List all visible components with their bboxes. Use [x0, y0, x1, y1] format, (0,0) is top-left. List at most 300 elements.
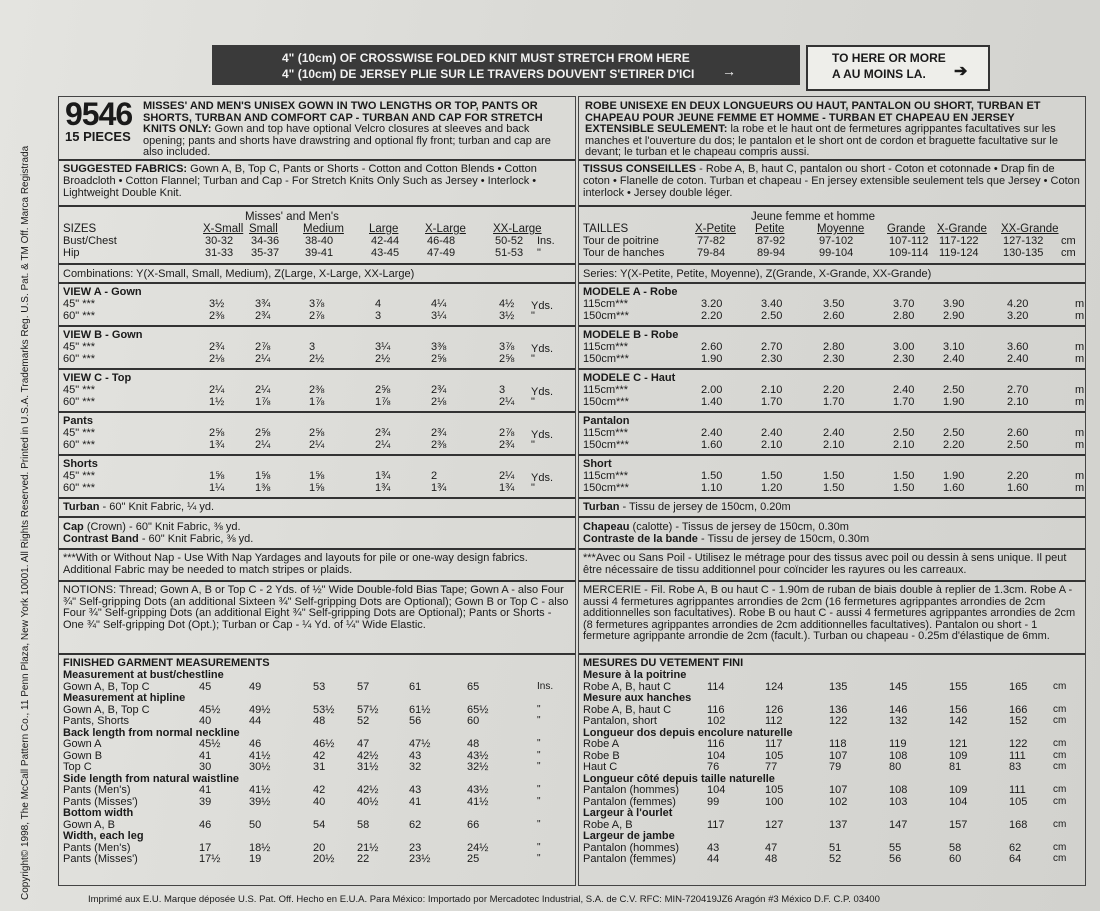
- fgm-value: 61½: [409, 703, 431, 716]
- bust-value: 34-36: [251, 235, 280, 247]
- fgm-subhead: Largeur à l'ourlet: [583, 807, 673, 819]
- yardage-value: 3.20: [701, 298, 723, 310]
- fgm-unit: ": [537, 853, 541, 864]
- divider: [579, 454, 1085, 456]
- yardage-value: 2¼: [255, 439, 271, 451]
- yardage-value: 2.40: [761, 427, 783, 439]
- yardage-value: 1.40: [701, 396, 723, 408]
- yardage-value: 2⅜: [431, 439, 447, 451]
- fgm-value: 56: [889, 853, 902, 865]
- hip-value: 47-49: [427, 247, 456, 259]
- yardage-value: 2.40: [893, 384, 915, 396]
- stretch-line-fr: 4" (10cm) DE JERSEY PLIE SUR LE TRAVERS DOUVENT S'ETIRER D'ICI: [282, 67, 695, 81]
- fgm-row-label: Robe A, B, haut C: [583, 680, 672, 693]
- fgm-value: 56: [409, 715, 422, 727]
- fgm-value: 61: [409, 680, 422, 693]
- size-group-header: Jeune femme et homme: [751, 211, 876, 223]
- hip-value: 35-37: [251, 247, 280, 259]
- fgm-value: 43: [409, 784, 422, 796]
- fgm-value: 111: [1009, 749, 1026, 762]
- turban-text: - Tissu de jersey de 150cm, 0.20m: [619, 501, 791, 513]
- yardage-value: 2.70: [761, 341, 783, 353]
- fgm-value: 118: [829, 738, 847, 750]
- bust-value: 50-52: [495, 235, 524, 247]
- fgm-value: 39½: [249, 795, 271, 808]
- fgm-row-label: Pants, Shorts: [63, 715, 130, 727]
- divider: [579, 263, 1085, 265]
- cap-label: Contraste de la bande: [583, 533, 698, 545]
- fgm-value: 119: [889, 738, 907, 750]
- fgm-value: 108: [889, 749, 908, 762]
- divider: [579, 548, 1085, 550]
- divider: [579, 368, 1085, 370]
- fgm-value: 30: [199, 761, 212, 773]
- fgm-value: 44: [707, 853, 720, 865]
- size-name: X-Small: [203, 223, 244, 235]
- cap-text: - Tissu de jersey de 150cm, 0.30m: [697, 533, 870, 545]
- fgm-subhead: Largeur de jambe: [583, 830, 675, 842]
- fgm-value: 48: [313, 715, 326, 727]
- yardage-value: 2¾: [431, 384, 447, 396]
- fabric-width-label: 115cm***: [583, 298, 629, 310]
- yardage-value: 3¼: [431, 310, 447, 322]
- fgm-value: 145: [889, 680, 908, 693]
- fgm-value: 83: [1009, 761, 1022, 773]
- yardage-value: 2.20: [823, 384, 845, 396]
- fgm-value: 22: [357, 853, 370, 865]
- yardage-value: 2.60: [823, 310, 845, 322]
- yardage-unit: m: [1075, 353, 1085, 365]
- fgm-subhead: Longueur dos depuis encolure naturelle: [583, 726, 793, 739]
- yardage-value: 2.30: [893, 353, 915, 365]
- fgm-value: 105: [765, 749, 784, 762]
- fgm-value: 168: [1009, 818, 1028, 831]
- fgm-value: 52: [829, 853, 842, 865]
- fgm-value: 31½: [357, 761, 379, 773]
- fgm-value: 99: [707, 795, 720, 808]
- yardage-value: 2⅝: [209, 427, 225, 439]
- yardage-value: 1⅝: [209, 470, 225, 482]
- yardage-value: 2⅞: [499, 427, 515, 439]
- yardage-value: 1.70: [893, 396, 915, 408]
- size-name: Small: [249, 223, 278, 235]
- yardage-value: 2.10: [893, 439, 915, 451]
- hip-value: 31-33: [205, 247, 234, 259]
- fgm-row-label: Robe A, B, haut C: [583, 703, 672, 716]
- fgm-value: 114: [707, 680, 725, 693]
- pattern-number-block: [65, 96, 137, 144]
- yardage-value: 2.40: [1007, 353, 1029, 365]
- fgm-value: 48: [467, 738, 480, 750]
- fgm-value: 76: [707, 761, 720, 773]
- fabric-width-label: 45" ***: [63, 427, 96, 439]
- fgm-unit: cm: [1053, 715, 1067, 726]
- yardage-unit: m: [1075, 482, 1085, 494]
- fabrics-text-fr: - Robe A, B, haut C, pantalon ou short - Coton et cotonnade • Drap fin de coton • Flanelle de coton. Turban et chapeau - En jersey extensible seulement tels que Jersey • Coton interlock • Jersey double léger.: [583, 163, 1080, 199]
- fgm-value: 19: [249, 853, 262, 865]
- yardage-value: 2⅛: [209, 353, 225, 365]
- fgm-value: 122: [829, 715, 848, 727]
- fgm-value: 49½: [249, 703, 271, 716]
- yardage-value: 1¾: [375, 482, 391, 494]
- yardage-value: 1¼: [209, 482, 225, 494]
- fgm-value: 25: [467, 853, 480, 865]
- fabric-width-label: 150cm***: [583, 396, 629, 408]
- size-name: Medium: [303, 223, 344, 235]
- hip-value: 99-104: [819, 247, 854, 259]
- divider: [579, 653, 1085, 655]
- fgm-value: 53½: [313, 703, 335, 716]
- fabric-width-label: 60" ***: [63, 482, 96, 494]
- pattern-number: 9546: [65, 96, 133, 132]
- yardage-value: 1⅞: [309, 396, 325, 408]
- arrow-right-bold-icon: ➔: [954, 63, 968, 80]
- fgm-value: 43: [409, 749, 422, 762]
- fabric-width-label: 115cm***: [583, 427, 629, 439]
- fgm-unit: cm: [1053, 841, 1067, 853]
- bust-value: 77-82: [697, 235, 726, 247]
- yardage-value: 2.20: [701, 310, 723, 322]
- fabric-width-label: 60" ***: [63, 310, 96, 322]
- fgm-row-label: Pants (Men's): [63, 784, 131, 796]
- yardage-unit: Yds.: [531, 429, 554, 441]
- fabric-width-label: 45" ***: [63, 470, 96, 482]
- fgm-value: 57: [357, 680, 370, 693]
- size-group-header: Misses' and Men's: [245, 211, 339, 223]
- fgm-value: 57½: [357, 703, 379, 716]
- fgm-value: 107: [829, 749, 848, 762]
- view-title: VIEW B - Gown: [63, 329, 143, 341]
- fgm-row-label: Gown B: [63, 749, 103, 762]
- yardage-value: 1⅜: [255, 482, 271, 494]
- fgm-value: 52: [357, 715, 370, 727]
- hip-value: 43-45: [371, 247, 400, 259]
- fgm-row-label: Pantalon (hommes): [583, 784, 679, 796]
- fabric-width-label: 115cm***: [583, 341, 629, 353]
- yardage-value: 2.40: [943, 353, 965, 365]
- description-title-fr: ROBE UNISEXE EN DEUX LONGUEURS OU HAUT, PANTALON OU SHORT, TURBAN ET CHAPEAU POUR JEUNE FEMME ET HOMME - TURBAN ET CHAPEAU EN JERSEY EXTENSIBLE SEULEMENT:: [585, 100, 1041, 135]
- cap-text: (Crown) - 60" Knit Fabric, ⅜ yd.: [83, 521, 241, 533]
- yardage-value: 2⅝: [499, 353, 515, 365]
- yardage-value: 3: [499, 384, 506, 396]
- yardage-value: 2⅞: [255, 341, 271, 353]
- yardage-unit: ": [531, 310, 535, 322]
- fabric-width-label: 150cm***: [583, 353, 629, 365]
- fgm-value: 43½: [467, 784, 489, 796]
- turban-line: [63, 501, 214, 513]
- yardage-value: 1.50: [761, 470, 783, 482]
- fgm-value: 49: [249, 680, 262, 693]
- yardage-value: 3¾: [255, 298, 271, 310]
- yardage-value: 1.50: [893, 482, 915, 494]
- divider: [59, 454, 575, 456]
- fgm-value: 65: [467, 680, 480, 693]
- yardage-value: 3⅞: [309, 298, 325, 310]
- yardage-value: 1.50: [823, 470, 845, 482]
- divider: [59, 653, 575, 655]
- yardage-value: 2¼: [255, 353, 271, 365]
- bust-value: 46-48: [427, 235, 456, 247]
- yardage-value: 2.10: [823, 439, 845, 451]
- divider: [59, 263, 575, 265]
- yardage-value: 2¾: [375, 427, 391, 439]
- fgm-value: 116: [707, 703, 725, 716]
- fgm-value: 126: [765, 703, 784, 716]
- yardage-value: 1¾: [209, 439, 225, 451]
- yardage-value: 2⅜: [309, 384, 325, 396]
- fabric-width-label: 150cm***: [583, 482, 629, 494]
- yardage-unit: ": [531, 396, 535, 408]
- yardage-value: 3⅞: [499, 341, 515, 353]
- fgm-value: 111: [1009, 784, 1026, 796]
- fgm-value: 41½: [249, 749, 271, 762]
- fgm-value: 100: [765, 795, 784, 808]
- yardage-unit: Yds.: [531, 300, 554, 312]
- yardage-value: 3.00: [893, 341, 915, 353]
- fgm-subhead: Width, each leg: [63, 830, 144, 842]
- turban-label: Turban: [63, 501, 100, 513]
- fgm-value: 31: [313, 761, 326, 773]
- turban-line: [583, 501, 791, 513]
- fgm-row-label: Top C: [63, 761, 92, 773]
- yardage-unit: Yds.: [531, 472, 554, 484]
- piece-count: 15 PIECES: [65, 129, 131, 144]
- bust-unit: Ins.: [537, 235, 555, 247]
- divider: [59, 548, 575, 550]
- fgm-value: 21½: [357, 841, 379, 854]
- fgm-subhead: Mesure à la poitrine: [583, 669, 687, 681]
- cap-label: Contrast Band: [63, 533, 139, 545]
- yardage-unit: ": [531, 353, 535, 365]
- fgm-value: 47: [357, 738, 370, 750]
- fgm-unit: cm: [1053, 703, 1067, 715]
- fgm-value: 50: [249, 818, 262, 831]
- view-title: Pantalon: [583, 415, 630, 427]
- fgm-value: 47½: [409, 738, 431, 750]
- fgm-value: 41½: [467, 795, 489, 808]
- stretch-gauge-end: [806, 45, 990, 91]
- fgm-value: 105: [1009, 795, 1028, 808]
- hip-value: 109-114: [889, 247, 929, 259]
- yardage-value: 2.50: [943, 427, 965, 439]
- yardage-value: 1.70: [823, 396, 845, 408]
- yardage-value: 1.60: [1007, 482, 1029, 494]
- bust-value: 97-102: [819, 235, 854, 247]
- hip-value: 39-41: [305, 247, 334, 259]
- fabrics-label-fr: TISSUS CONSEILLES: [583, 163, 697, 175]
- fgm-value: 147: [889, 818, 908, 831]
- size-name: XX-Grande: [1001, 223, 1059, 235]
- hip-value: 79-84: [697, 247, 726, 259]
- fgm-row-label: Pantalon (femmes): [583, 795, 676, 808]
- sizes-label: TAILLES: [583, 223, 629, 235]
- yardage-unit: ": [531, 482, 535, 494]
- fgm-value: 58: [357, 818, 370, 831]
- fgm-value: 165: [1009, 680, 1028, 693]
- yardage-value: 3: [309, 341, 316, 353]
- yardage-value: 3½: [499, 310, 515, 322]
- fgm-subhead: Measurement at hipline: [63, 692, 186, 704]
- cap-line: [63, 521, 241, 533]
- fgm-value: 152: [1009, 715, 1028, 727]
- fgm-value: 65½: [467, 703, 489, 716]
- fgm-value: 104: [949, 795, 968, 808]
- copyright-side-text: [20, 40, 50, 900]
- yardage-value: 1⅝: [309, 470, 325, 482]
- fgm-unit: ": [537, 749, 541, 761]
- yardage-unit: m: [1075, 341, 1085, 353]
- fgm-value: 60: [949, 853, 962, 865]
- fgm-value: 166: [1009, 703, 1028, 716]
- yardage-value: 3½: [209, 298, 225, 310]
- yardage-value: 2⅞: [309, 310, 325, 322]
- fgm-unit: cm: [1053, 784, 1067, 795]
- yardage-value: 2.30: [823, 353, 845, 365]
- fgm-value: 46½: [313, 738, 335, 750]
- fgm-unit: cm: [1053, 795, 1067, 807]
- yardage-value: 2.00: [701, 384, 723, 396]
- fabric-width-label: 45" ***: [63, 298, 96, 310]
- yardage-value: 2.10: [1007, 396, 1029, 408]
- yardage-value: 1.50: [701, 470, 723, 482]
- cap-label: Cap: [63, 521, 84, 533]
- fgm-value: 117: [707, 818, 725, 831]
- fgm-value: 127: [765, 818, 784, 831]
- fgm-value: 32: [409, 761, 422, 773]
- view-title: Pants: [63, 415, 93, 427]
- divider: [579, 411, 1085, 413]
- fgm-value: 41: [409, 795, 422, 808]
- fabrics-en: [63, 163, 571, 199]
- fgm-row-label: Robe A: [583, 738, 620, 750]
- yardage-value: 1.50: [893, 470, 915, 482]
- fgm-row-label: Robe A, B: [583, 818, 633, 831]
- yardage-value: 2¾: [255, 310, 271, 322]
- bust-label: Tour de poitrine: [583, 235, 659, 247]
- fgm-value: 44: [249, 715, 262, 727]
- yardage-value: 2¼: [499, 396, 515, 408]
- view-title: Shorts: [63, 458, 98, 470]
- stretch-line-en: 4" (10cm) OF CROSSWISE FOLDED KNIT MUST STRETCH FROM HERE: [282, 51, 690, 65]
- fgm-value: 77: [765, 761, 778, 773]
- yardage-value: 2¼: [209, 384, 225, 396]
- combinations-text: Series: Y(X-Petite, Petite, Moyenne), Z(Grande, X-Grande, XX-Grande): [583, 268, 932, 280]
- yardage-value: 1.90: [943, 470, 965, 482]
- fgm-value: 42½: [357, 784, 379, 796]
- divider: [579, 497, 1085, 499]
- yardage-value: 2.10: [761, 384, 783, 396]
- fgm-row-label: Gown A, B: [63, 818, 115, 831]
- yardage-unit: Yds.: [531, 343, 554, 355]
- yardage-value: 1.60: [701, 439, 723, 451]
- yardage-value: 1.60: [943, 482, 965, 494]
- yardage-value: 2.50: [893, 427, 915, 439]
- fgm-subhead: Back length from normal neckline: [63, 726, 240, 739]
- fgm-value: 117: [765, 738, 783, 750]
- fgm-value: 45½: [199, 703, 221, 716]
- yardage-value: 3.70: [893, 298, 915, 310]
- fabrics-text-en: Gown A, B, Top C, Pants or Shorts - Cotton and Cotton Blends • Cotton Broadcloth • Cotton Flannel; Turban and Cap - For Stretch Knits Only Such as Jersey • Interlock • Lightweight Double Knit.: [63, 163, 537, 199]
- fgm-unit: cm: [1053, 749, 1067, 761]
- fgm-value: 53: [313, 680, 326, 693]
- fgm-unit: ": [537, 784, 541, 795]
- fgm-value: 23½: [409, 853, 431, 865]
- yardage-unit: m: [1075, 384, 1085, 396]
- fgm-value: 156: [949, 703, 968, 716]
- hip-label: Hip: [63, 247, 80, 259]
- fgm-value: 112: [765, 715, 783, 727]
- hip-value: 89-94: [757, 247, 786, 259]
- fabric-width-label: 150cm***: [583, 310, 629, 322]
- fgm-unit: Ins.: [537, 680, 554, 692]
- fgm-value: 60: [467, 715, 480, 727]
- yardage-value: 2.20: [1007, 470, 1029, 482]
- fgm-value: 66: [467, 818, 480, 831]
- fgm-value: 48: [765, 853, 778, 865]
- french-panel: [578, 96, 1086, 886]
- yardage-unit: m: [1075, 298, 1085, 310]
- view-title: MODELE B - Robe: [583, 329, 679, 341]
- fgm-value: 135: [829, 680, 848, 693]
- arrow-right-icon: →: [722, 63, 736, 79]
- fgm-row-label: Gown A, B, Top C: [63, 680, 150, 693]
- cap-line: [63, 533, 253, 545]
- yardage-value: 4: [375, 298, 382, 310]
- bust-label: Bust/Chest: [63, 235, 117, 247]
- yardage-unit: Yds.: [531, 386, 554, 398]
- yardage-value: 2¾: [209, 341, 225, 353]
- fgm-row-label: Pants (Misses'): [63, 853, 138, 865]
- nap-note: ***Avec ou Sans Poil - Utilisez le métrage pour des tissus avec poil ou dessin à sens unique. Il peut être nécessaire de tissu additionnel pour coïncider les rayures ou les carreaux.: [583, 552, 1067, 576]
- yardage-value: 2.50: [943, 384, 965, 396]
- yardage-value: 1¾: [375, 470, 391, 482]
- fabric-width-label: 115cm***: [583, 384, 629, 396]
- yardage-value: 2¾: [499, 439, 515, 451]
- size-name: X-Large: [425, 223, 466, 235]
- yardage-value: 3.40: [761, 298, 783, 310]
- fabric-width-label: 60" ***: [63, 396, 96, 408]
- yardage-unit: m: [1075, 470, 1085, 482]
- yardage-value: 3.50: [823, 298, 845, 310]
- fgm-value: 104: [707, 749, 726, 762]
- size-name: X-Petite: [695, 223, 736, 235]
- fgm-subhead: Bottom width: [63, 807, 134, 819]
- fgm-value: 79: [829, 761, 842, 773]
- fabric-width-label: 60" ***: [63, 353, 96, 365]
- fabrics-label-en: SUGGESTED FABRICS:: [63, 163, 188, 175]
- fgm-value: 102: [829, 795, 848, 808]
- size-name: Moyenne: [817, 223, 865, 235]
- fgm-value: 40½: [357, 795, 379, 808]
- fgm-value: 41½: [249, 784, 271, 796]
- fgm-unit: ": [537, 761, 541, 772]
- fgm-title: MESURES DU VETEMENT FINI: [583, 657, 744, 669]
- yardage-value: 2.40: [701, 427, 723, 439]
- yardage-value: 4¼: [431, 298, 447, 310]
- yardage-value: 2.20: [943, 439, 965, 451]
- fgm-value: 121: [949, 738, 968, 750]
- bust-value: 42-44: [371, 235, 400, 247]
- yardage-value: 2.50: [1007, 439, 1029, 451]
- fgm-value: 45: [199, 680, 212, 693]
- yardage-unit: m: [1075, 396, 1085, 408]
- yardage-value: 1.90: [701, 353, 723, 365]
- fgm-value: 51: [829, 841, 842, 854]
- fgm-subhead: Mesure aux hanches: [583, 692, 692, 704]
- fgm-value: 46: [199, 818, 212, 831]
- divider: [579, 516, 1085, 518]
- yardage-value: 2¼: [255, 384, 271, 396]
